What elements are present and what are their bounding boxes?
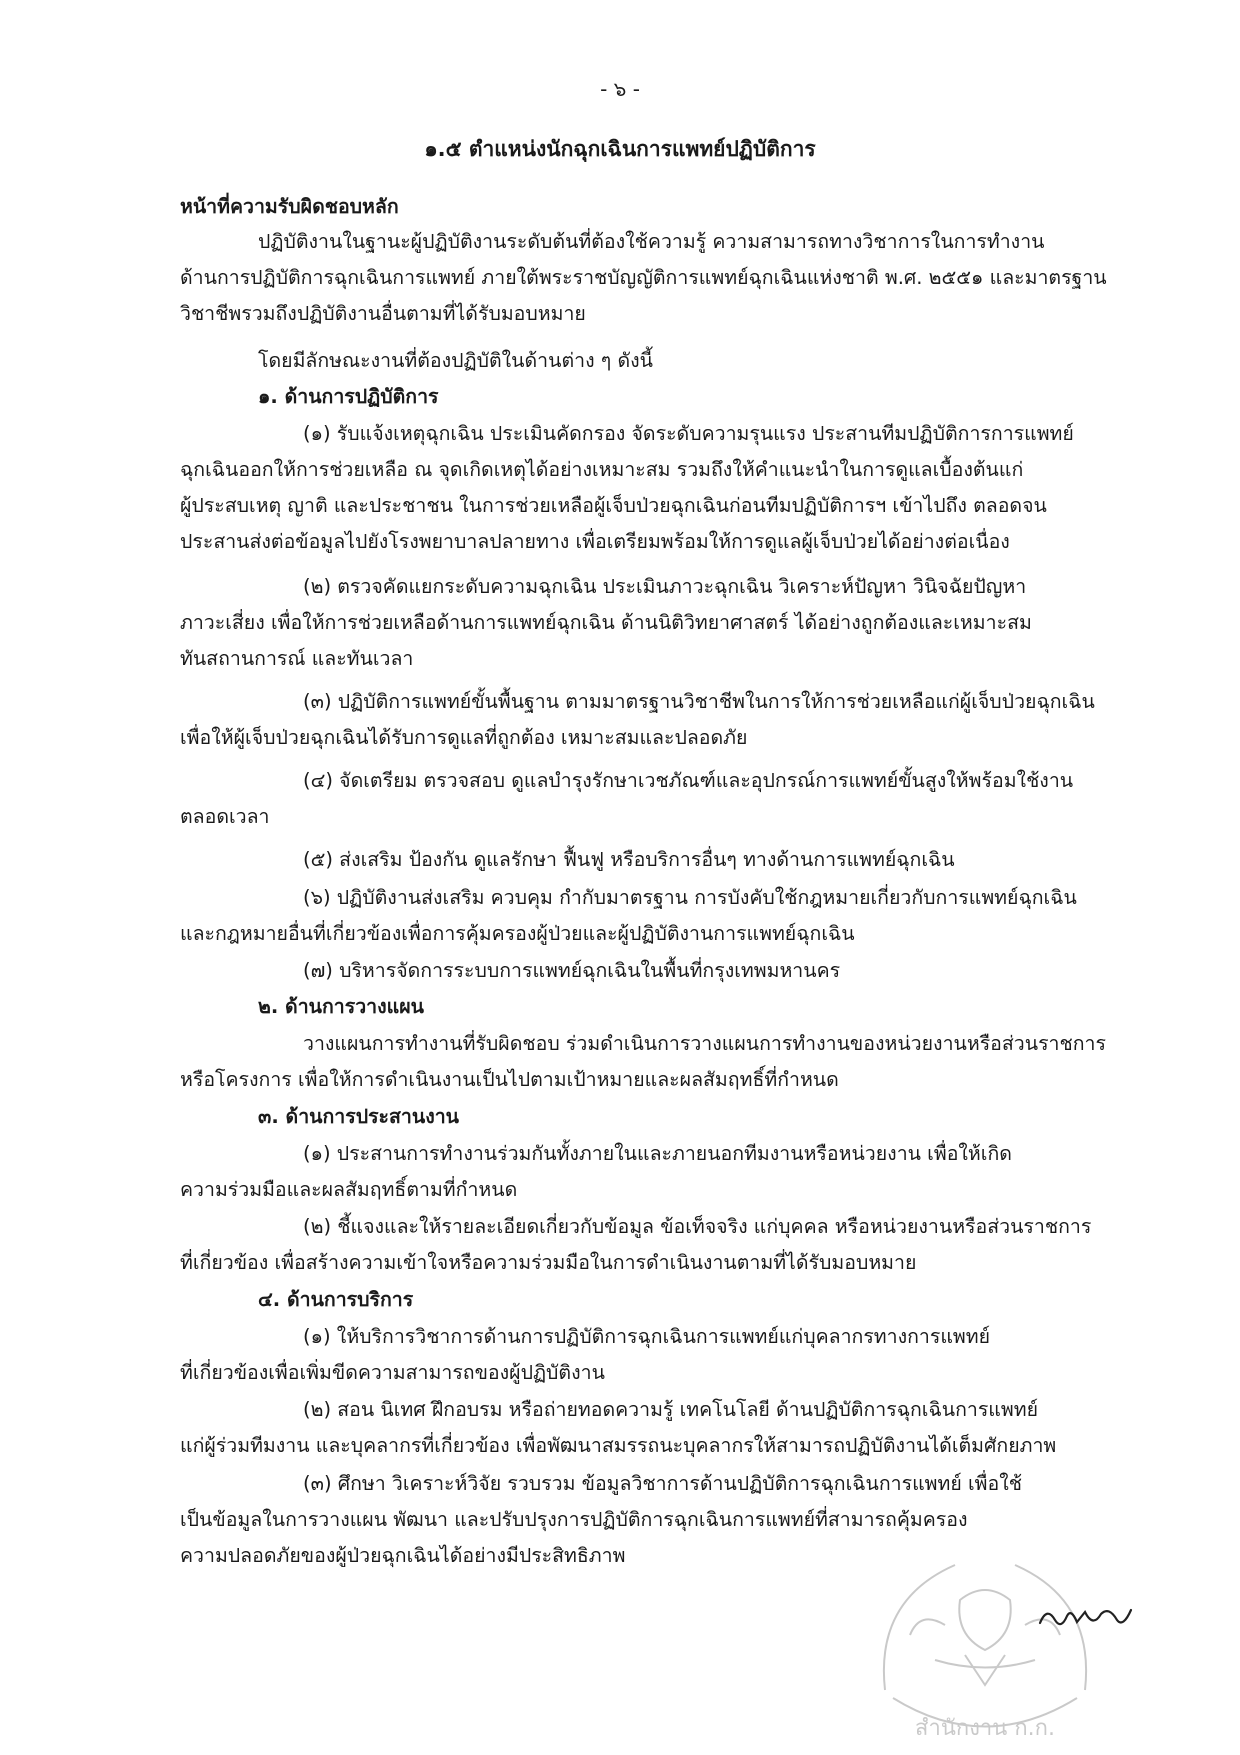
page-number: - ๖ - (600, 77, 640, 101)
subsection-heading: ๑. ด้านการปฏิบัติการ (258, 385, 439, 408)
stamp-text: สำนักงาน ก.ก. (915, 1716, 1055, 1741)
paragraph-line: ทันสถานการณ์ และทันเวลา (180, 647, 414, 670)
paragraph-line: เป็นข้อมูลในการวางแผน พัฒนา และปรับปรุงการปฏิบัติการฉุกเฉินการแพทย์ที่สามารถคุ้มครอง (180, 1508, 968, 1531)
paragraph-line: (๕) ส่งเสริม ป้องกัน ดูแลรักษา ฟื้นฟู หรือบริการอื่นๆ ทางด้านการแพทย์ฉุกเฉิน (303, 848, 955, 871)
paragraph-line: (๑) รับแจ้งเหตุฉุกเฉิน ประเมินคัดกรอง จัดระดับความรุนแรง ประสานทีมปฏิบัติการการแพทย์ (303, 422, 1074, 445)
paragraph-line: (๓) ปฏิบัติการแพทย์ขั้นพื้นฐาน ตามมาตรฐานวิชาชีพในการให้การช่วยเหลือแก่ผู้เจ็บป่วยฉุกเฉิน (303, 690, 1095, 713)
paragraph-line: (๒) สอน นิเทศ ฝึกอบรม หรือถ่ายทอดความรู้ เทคโนโลยี ด้านปฏิบัติการฉุกเฉินการแพทย์ (303, 1398, 1039, 1421)
paragraph-line: วางแผนการทำงานที่รับผิดชอบ ร่วมดำเนินการวางแผนการทำงานของหน่วยงานหรือส่วนราชการ (303, 1032, 1106, 1055)
paragraph-line: ด้านการปฏิบัติการฉุกเฉินการแพทย์ ภายใต้พระราชบัญญัติการแพทย์ฉุกเฉินแห่งชาติ พ.ศ. ๒๕๕๑ และมาตรฐาน (180, 266, 1107, 289)
subsection-heading: ๔. ด้านการบริการ (258, 1288, 414, 1311)
signature (1035, 1598, 1135, 1638)
section-heading: หน้าที่ความรับผิดชอบหลัก (180, 195, 399, 218)
paragraph-line: โดยมีลักษณะงานที่ต้องปฏิบัติในด้านต่าง ๆ ดังนี้ (258, 349, 653, 372)
paragraph-line: วิชาชีพรวมถึงปฏิบัติงานอื่นตามที่ได้รับมอบหมาย (180, 302, 586, 325)
paragraph-line: เพื่อให้ผู้เจ็บป่วยฉุกเฉินได้รับการดูแลที่ถูกต้อง เหมาะสมและปลอดภัย (180, 726, 748, 749)
paragraph-line: และกฎหมายอื่นที่เกี่ยวข้องเพื่อการคุ้มครองผู้ป่วยและผู้ปฏิบัติงานการแพทย์ฉุกเฉิน (180, 922, 855, 945)
page-title: ๑.๕ ตำแหน่งนักฉุกเฉินการแพทย์ปฏิบัติการ (424, 137, 816, 161)
paragraph-line: (๒) ตรวจคัดแยกระดับความฉุกเฉิน ประเมินภาวะฉุกเฉิน วิเคราะห์ปัญหา วินิจฉัยปัญหา (303, 575, 1027, 598)
paragraph-line: ฉุกเฉินออกให้การช่วยเหลือ ณ จุดเกิดเหตุได้อย่างเหมาะสม รวมถึงให้คำแนะนำในการดูแลเบื้องต้นแก่ (180, 458, 1024, 481)
subsection-heading: ๒. ด้านการวางแผน (258, 995, 424, 1018)
paragraph-line: ประสานส่งต่อข้อมูลไปยังโรงพยาบาลปลายทาง เพื่อเตรียมพร้อมให้การดูแลผู้เจ็บป่วยได้อย่างต่อเนื่อง (180, 530, 1010, 553)
paragraph-line: (๖) ปฏิบัติงานส่งเสริม ควบคุม กำกับมาตรฐาน การบังคับใช้กฎหมายเกี่ยวกับการแพทย์ฉุกเฉิน (303, 886, 1077, 909)
paragraph-line: (๔) จัดเตรียม ตรวจสอบ ดูแลบำรุงรักษาเวชภัณฑ์และอุปกรณ์การแพทย์ขั้นสูงให้พร้อมใช้งาน (303, 769, 1074, 792)
paragraph-line: ที่เกี่ยวข้องเพื่อเพิ่มขีดความสามารถของผู้ปฏิบัติงาน (180, 1361, 605, 1384)
paragraph-line: ปฏิบัติงานในฐานะผู้ปฏิบัติงานระดับต้นที่ต้องใช้ความรู้ ความสามารถทางวิชาการในการทำงาน (258, 230, 1045, 253)
paragraph-line: ตลอดเวลา (180, 805, 270, 828)
paragraph-line: (๑) ให้บริการวิชาการด้านการปฏิบัติการฉุกเฉินการแพทย์แก่บุคลากรทางการแพทย์ (303, 1325, 991, 1348)
paragraph-line: ความปลอดภัยของผู้ป่วยฉุกเฉินได้อย่างมีประสิทธิภาพ (180, 1544, 626, 1567)
paragraph-line: (๓) ศึกษา วิเคราะห์วิจัย รวบรวม ข้อมูลวิชาการด้านปฏิบัติการฉุกเฉินการแพทย์ เพื่อใช้ (303, 1472, 1022, 1495)
paragraph-line: ที่เกี่ยวข้อง เพื่อสร้างความเข้าใจหรือความร่วมมือในการดำเนินงานตามที่ได้รับมอบหมาย (180, 1251, 917, 1274)
paragraph-line: ภาวะเสี่ยง เพื่อให้การช่วยเหลือด้านการแพทย์ฉุกเฉิน ด้านนิติวิทยาศาสตร์ ได้อย่างถูกต้องและเหมาะสม (180, 611, 1032, 634)
paragraph-line: แก่ผู้ร่วมทีมงาน และบุคลากรที่เกี่ยวข้อง เพื่อพัฒนาสมรรถนะบุคลากรให้สามารถปฏิบัติงานได้เต็มศักยภาพ (180, 1434, 1057, 1457)
official-seal-stamp (865, 1540, 1105, 1750)
paragraph-line: (๗) บริหารจัดการระบบการแพทย์ฉุกเฉินในพื้นที่กรุงเทพมหานคร (303, 959, 841, 982)
subsection-heading: ๓. ด้านการประสานงาน (258, 1105, 460, 1128)
paragraph-line: ความร่วมมือและผลสัมฤทธิ์ตามที่กำหนด (180, 1178, 518, 1201)
paragraph-line: ผู้ประสบเหตุ ญาติ และประชาชน ในการช่วยเหลือผู้เจ็บป่วยฉุกเฉินก่อนทีมปฏิบัติการฯ เข้าไปถึง ตลอดจน (180, 494, 1047, 517)
paragraph-line: หรือโครงการ เพื่อให้การดำเนินงานเป็นไปตามเป้าหมายและผลสัมฤทธิ์ที่กำหนด (180, 1068, 839, 1091)
paragraph-line: (๒) ชี้แจงและให้รายละเอียดเกี่ยวกับข้อมูล ข้อเท็จจริง แก่บุคคล หรือหน่วยงานหรือส่วนราชการ (303, 1215, 1092, 1238)
paragraph-line: (๑) ประสานการทำงานร่วมกันทั้งภายในและภายนอกทีมงานหรือหน่วยงาน เพื่อให้เกิด (303, 1142, 1012, 1165)
